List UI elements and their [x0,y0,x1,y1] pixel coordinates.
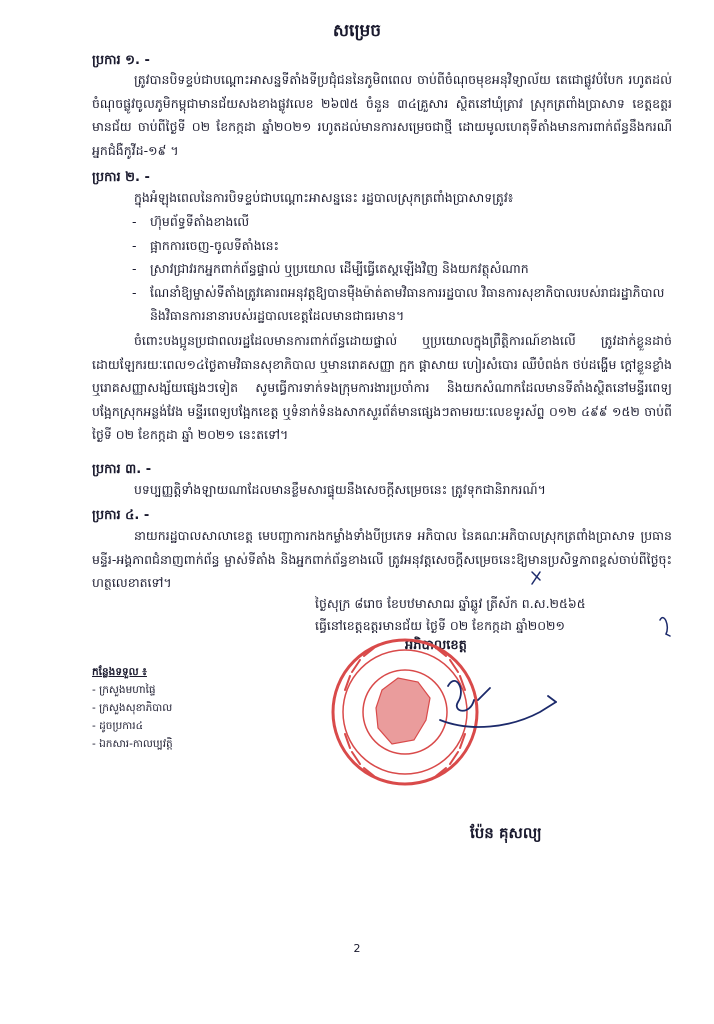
lunar-date: ថ្ងៃសុក្រ ៨រោច ខែបឋមាសាឍ ឆ្នាំឆ្លូវ ត្រីស័ក ព.ស.២៥៦៥ [315,596,586,611]
signer-name: ប៉ែន គុសល្យ [470,824,542,842]
initials-mark-icon [532,572,670,636]
article-4-heading: ប្រការ ៤. - [92,508,150,523]
recipient-item: - ដូចប្រការ៤ [92,720,144,732]
solar-date: ធ្វើនៅខេត្តឧត្តរមានជ័យ ថ្ងៃទី ០២ ខែកក្កដា ឆ្នាំ២០២១ [315,618,565,633]
article-4-text: នាយករដ្ឋបាលសាលាខេត្ត មេបញ្ជាការកងកម្លាំងទាំងបីប្រភេទ អភិបាល នៃគណៈអភិបាលស្រុកត្រពាំងប្រាសាទ ប្រធានមន្ទីរ-អង្គភាពជំនាញពាក់ព័ន្ធ ម្ចាស់ទីតាំង និងអ្នកពាក់ព័ន្ធខាងលើ ត្រូវអនុវត្តសេចក្ដីសម្រេចនេះឱ្យមានប្រសិទ្ធភាពខ្ពស់ចាប់ពីថ្ងៃចុះហត្ថលេខាតទៅ។ [92,528,672,590]
recipient-item: - ក្រសួងមហាផ្ទៃ [92,684,156,696]
article-1-heading: ប្រការ ១. - [92,53,150,68]
article-2-text: ចំពោះបងប្អូនប្រជាពលរដ្ឋដែលមានការពាក់ព័ន្ធដោយផ្ទាល់ ឬប្រយោលក្នុងព្រឹត្តិការណ៍ខាងលើ ត្រូវដាក់ខ្លួនដាច់ដោយឡែករយៈពេល១៤ថ្ងៃតាមវិធានសុខាភិបាល ឬមានរោគសញ្ញា ក្អក ផ្ដាសាយ ហៀរសំបោរ ឈឺបំពង់ក ថប់ដង្ហើម ក្ដៅខ្លួនខ្លាំង ឬរោគសញ្ញាសង្ស័យផ្សេងៗទៀត សូមធ្វើការទាក់ទងក្រុមការងារប្រចាំការ និងយកសំណាកដែលមានទីតាំងស្ថិតនៅមន្ទីរពេទ្យបង្អែកស្រុកអន្លង់វែង មន្ទីរពេទ្យបង្អែកខេត្ត ឬទំនាក់ទំនងសាកសួរព័ត៌មានផ្សេងៗតាមរយៈលេខទូរស័ព្ទ ០១២ ៤៩៩ ១៥២ ចាប់ពីថ្ងៃទី ០២ ខែកក្កដា ឆ្នាំ ២០២១ នេះតទៅ។ [92,333,672,442]
article-3-text: បទប្បញ្ញត្តិទាំងឡាយណាដែលមានខ្លឹមសារផ្ទុយនឹងសេចក្ដីសម្រេចនេះ ត្រូវទុកជានិរាករណ៍។ [134,482,546,497]
recipient-heading: កន្លែងទទួល ៖ [92,666,147,678]
page-number: 2 [353,942,361,955]
article-1-text: ត្រូវបានបិទខ្ទប់ជាបណ្ដោះអាសន្នទីតាំងទីប្រជុំជននៃភូមិពពេល ចាប់ពីចំណុចមុខអនុវិទ្យាល័យ តេជោផ្លូវបំបែក រហូតដល់ចំណុចផ្លូវចូលភូមិកម្ពុជាមានជ័យសងខាងផ្លូវលេខ ២៦៧៥ ចំនួន ៣៤គ្រួសារ ស្ថិតនៅឃុំត្រាវ ស្រុកត្រពាំងប្រាសាទ ខេត្តឧត្តរមានជ័យ ចាប់ពីថ្ងៃទី ០២ ខែកក្កដា ឆ្នាំ២០២១ រហូតដល់មានការសម្រេចជាថ្មី ដោយមូលហេតុទីតាំងមានការពាក់ព័ន្ធនឹងករណីអ្នកជំងឺកូវីដ-១៩ ។ [92,72,672,158]
recipient-item: - ក្រសួងសុខាភិបាល [92,702,173,714]
article-2-heading: ប្រការ ២. - [92,170,150,185]
article-3-heading: ប្រការ ៣. - [92,462,152,477]
governor-title: អភិបាលខេត្ត [405,638,467,653]
decision-title: សម្រេច [332,21,382,41]
article-2-bullet: - ផ្អាកការចេញ-ចូលទីតាំងនេះ [132,234,672,258]
official-seal-icon [333,640,477,784]
article-2-bullet: - ស្រាវជ្រាវរកអ្នកពាក់ព័ន្ធផ្ទាល់ ឬប្រយោល ដើម្បីធ្វើតេស្តឡើងវិញ និងយកវត្ថុសំណាក [132,257,672,281]
recipient-item: - ឯកសារ-កាលប្បវត្តិ [92,738,173,750]
article-2-bullet: - ណែនាំឱ្យម្ចាស់ទីតាំងត្រូវគោរពអនុវត្តឱ្យបានម៉ឺងម៉ាត់តាមវិធានការរដ្ឋបាល វិធានការសុខាភិបាលរបស់រាជរដ្ឋាភិបាល និងវិធានការនានារបស់រដ្ឋបាលខេត្តដែលមានជាធរមាន។ [132,281,672,328]
article-2-intro: ក្នុងអំឡុងពេលនៃការបិទខ្ទប់ជាបណ្ដោះអាសន្ននេះ រដ្ឋបាលស្រុកត្រពាំងប្រាសាទត្រូវ៖ [134,190,514,205]
article-2-bullet: - ហ៊ុមព័ទ្ធទីតាំងខាងលើ [132,210,672,234]
signature-icon [440,681,556,727]
